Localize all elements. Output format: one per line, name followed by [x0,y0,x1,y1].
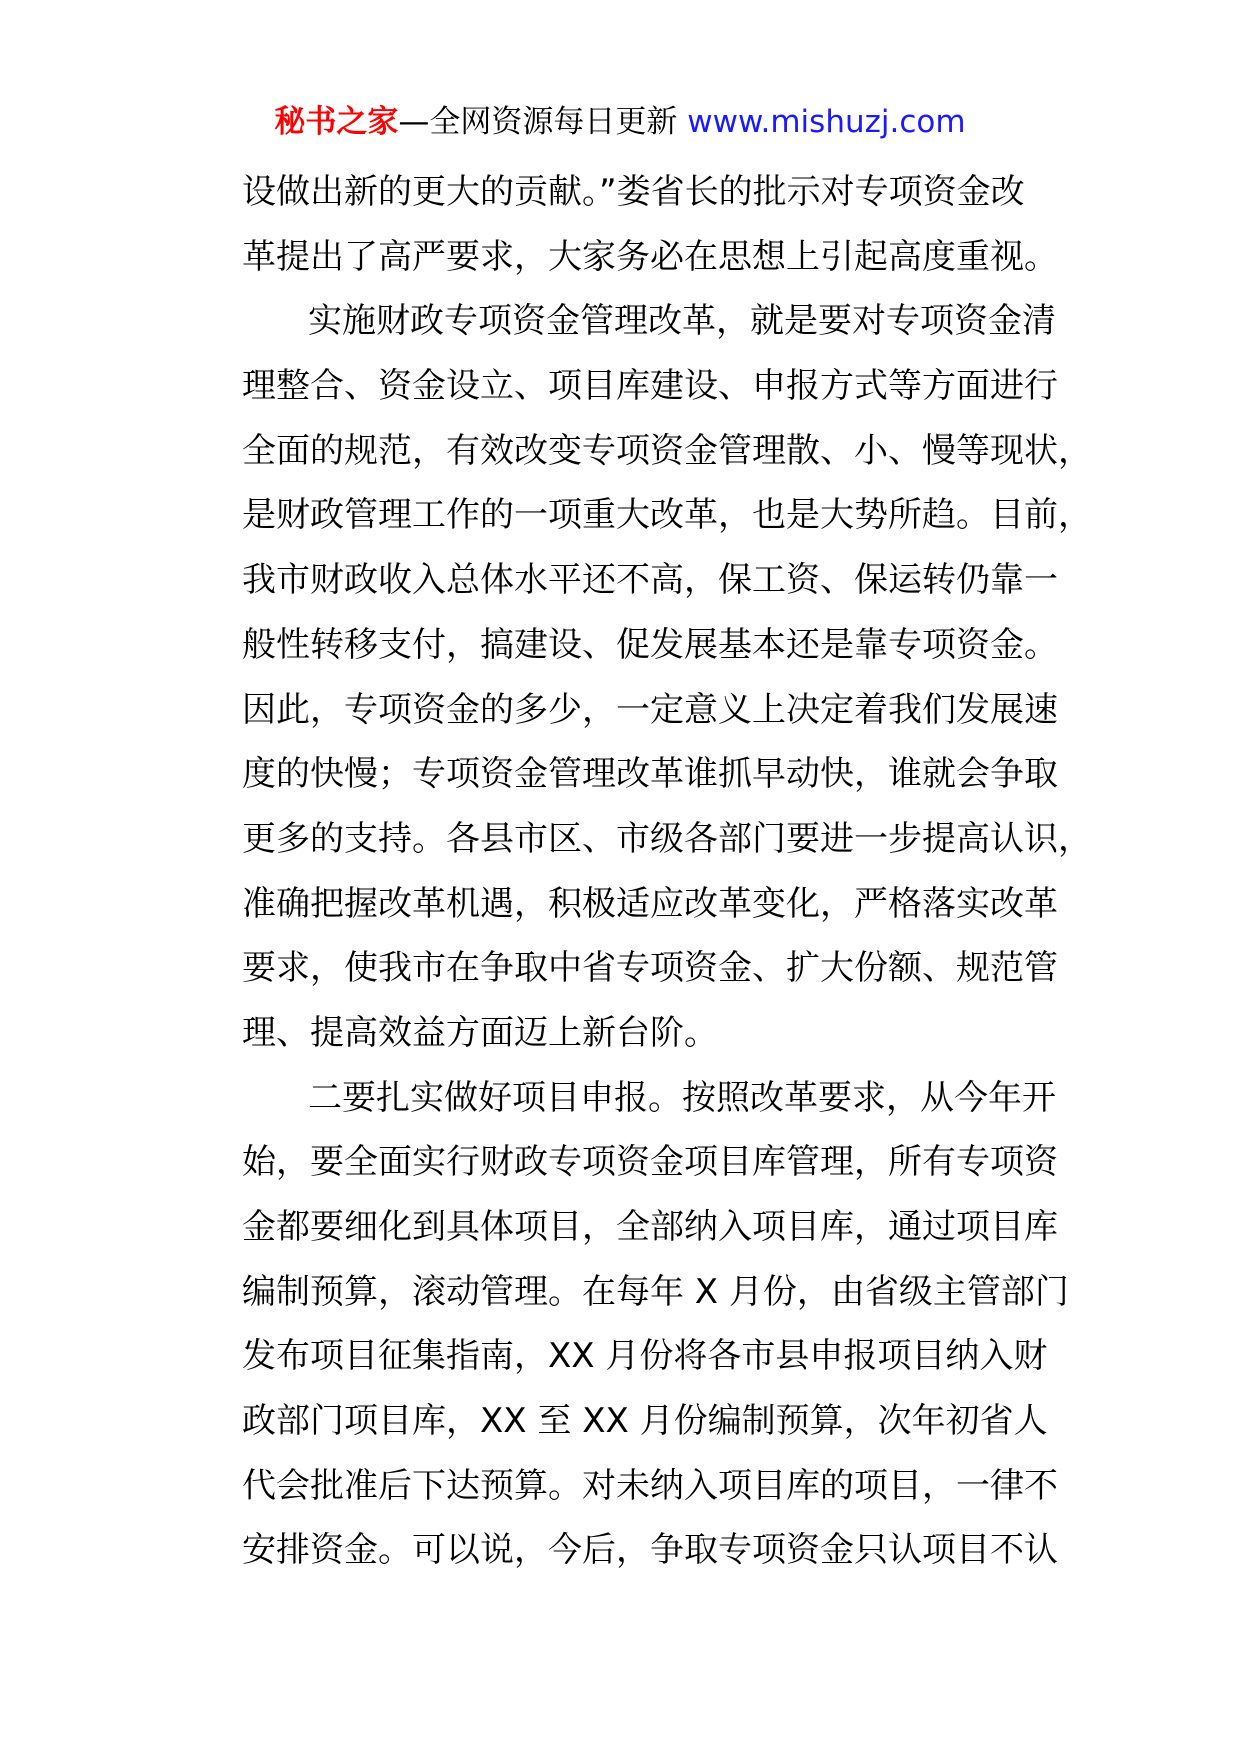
text-line: 理、提高效益方面迈上新台阶。 [242,1012,718,1053]
text-line: 因此，专项资金的多少，一定意义上决定着我们发展速 [242,689,1058,730]
text-line: 代会批准后下达预算。对未纳入项目库的项目，一律不 [242,1465,1058,1506]
text-line: 我市财政收入总体水平还不高，保工资、保运转仍靠一 [242,560,1058,601]
site-url-link[interactable]: www.mishuzj.com [687,104,966,140]
text-line: 理整合、资金设立、项目库建设、申报方式等方面进行 [242,366,1058,407]
text-line: 更多的支持。各县市区、市级各部门要进一步提高认识， [242,818,1092,859]
text-line: 革提出了高严要求，大家务必在思想上引起高度重视。 [242,236,1058,277]
paragraph-start-line: 二要扎实做好项目申报。按照改革要求，从今年开 [308,1077,1056,1118]
text-line: 始，要全面实行财政专项资金项目库管理，所有专项资 [242,1142,1058,1183]
text-line: 安排资金。可以说，今后，争取专项资金只认项目不认 [242,1530,1058,1571]
text-line: 度的快慢；专项资金管理改革谁抓早动快，谁就会争取 [242,754,1058,795]
document-body [242,160,1092,1583]
paragraph-start-line: 实施财政专项资金管理改革，就是要对专项资金清 [308,301,1056,342]
page-header [0,100,1240,144]
text-line: 准确把握改革机遇，积极适应改革变化，严格落实改革 [242,883,1058,924]
brand-name: 秘书之家 [274,104,399,140]
text-line: 金都要细化到具体项目，全部纳入项目库，通过项目库 [242,1207,1058,1247]
text-line: 般性转移支付，搞建设、促发展基本还是靠专项资金。 [242,624,1058,665]
text-line: 设做出新的更大的贡献。”娄省长的批示对专项资金改 [242,172,1025,212]
text-line: 发布项目征集指南，XX 月份将各市县申报项目纳入财 [242,1336,1048,1377]
text-line: 编制预算，滚动管理。在每年 X 月份，由省级主管部门 [242,1271,1069,1312]
text-line: 政部门项目库，XX 至 XX 月份编制预算，次年初省人 [242,1401,1048,1442]
header-tagline: —全网资源每日更新 [398,104,678,140]
text-line: 要求，使我市在争取中省专项资金、扩大份额、规范管 [242,948,1058,989]
text-line: 是财政管理工作的一项重大改革，也是大势所趋。目前， [242,495,1092,536]
text-line: 全面的规范，有效改变专项资金管理散、小、慢等现状， [242,430,1092,471]
